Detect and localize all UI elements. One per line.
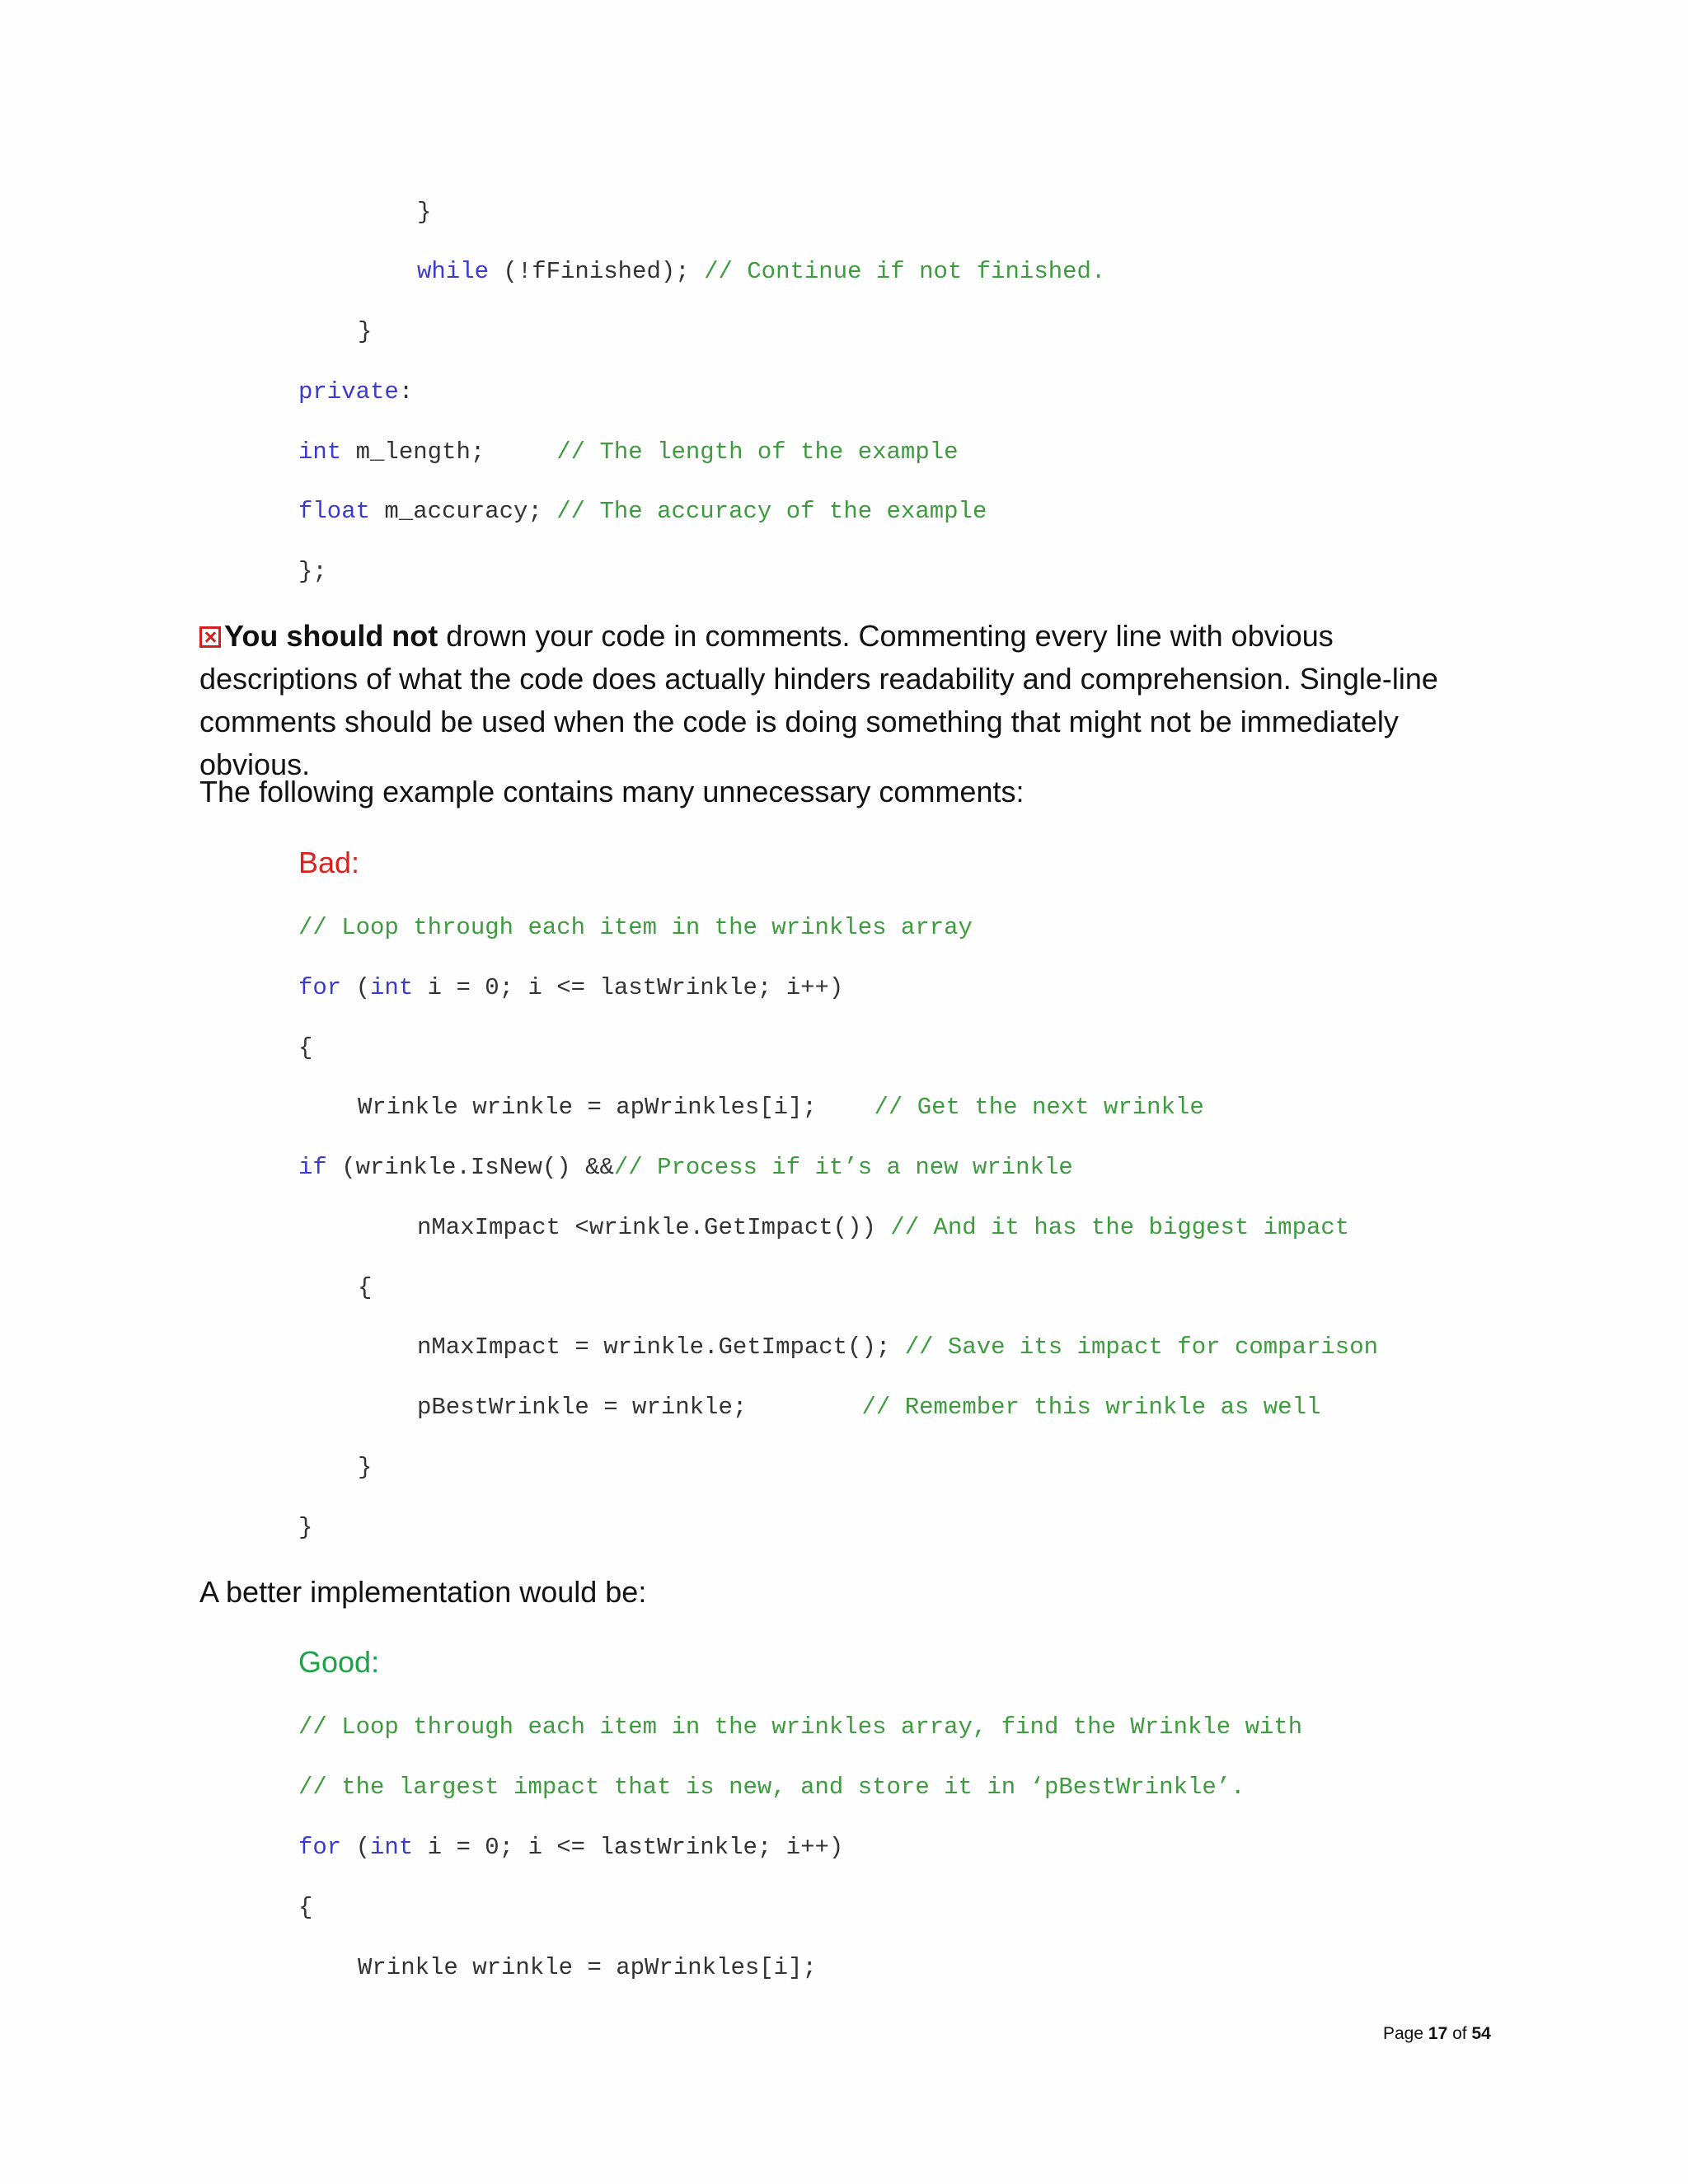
code-text: ( [341,1834,371,1861]
code-keyword: if [298,1154,327,1181]
cross-mark-icon [199,626,221,648]
code-line [298,377,413,407]
code-text: m_accuracy; [370,498,557,525]
code-text: } [417,199,432,226]
code-text: : [398,378,414,405]
page-middle: of [1447,2024,1472,2043]
code-text: ( [341,974,371,1001]
code-line [358,1953,817,1983]
code-text: i = 0; i <= lastWrinkle; i++) [413,974,844,1001]
code-text: }; [298,558,327,585]
code-line [358,1273,372,1303]
page-current: 17 [1428,2024,1448,2043]
code-line [358,1453,372,1483]
code-keyword: for [298,974,342,1001]
code-text: Wrinkle wrinkle = apWrinkles[i]; [358,1094,874,1121]
code-keyword: int [298,438,342,466]
code-comment: // Loop through each item in the wrinkles array, find the Wrinkle with [298,1713,1303,1741]
code-text: { [298,1034,313,1062]
page-prefix: Page [1383,2024,1428,2043]
code-keyword: while [417,258,490,285]
code-comment: // Get the next wrinkle [874,1094,1204,1121]
code-comment: // Save its impact for comparison [904,1333,1378,1361]
code-line [298,557,327,587]
good-example-label: Good: [298,1645,380,1679]
code-line [358,1093,1204,1122]
code-line [298,1893,312,1923]
code-text: (wrinkle.IsNew() && [326,1154,614,1181]
code-comment: // The accuracy of the example [556,498,987,525]
code-line [298,1153,1073,1183]
code-keyword: for [298,1834,342,1861]
code-line [417,1333,1378,1362]
code-comment: // Loop through each item in the wrinkles array [298,914,973,941]
bad-example-label: Bad: [298,846,360,879]
code-keyword: float [298,498,371,525]
code-line [417,1213,1349,1243]
code-keyword: int [370,974,414,1001]
code-line [298,438,959,467]
code-keyword: private [298,378,399,405]
code-text: } [358,1454,373,1481]
code-comment: // And it has the biggest impact [890,1214,1350,1241]
paragraph-text: drown your code in comments. Commenting every line with obvious descriptions of what the code does actually hinders readability and comprehension. Single-line comments should be used when the code is doing something that might not be immediately obvious. [199,619,1438,781]
code-text: { [358,1274,373,1301]
code-text: nMaxImpact <wrinkle.GetImpact()) [417,1214,891,1241]
code-comment: // The length of the example [556,438,959,466]
code-line [298,1513,312,1543]
code-line [298,1773,1245,1802]
code-keyword: int [370,1834,414,1861]
code-text: i = 0; i <= lastWrinkle; i++) [413,1834,844,1861]
code-comment: // Remember this wrinkle as well [861,1394,1321,1421]
code-line [417,1393,1320,1422]
code-text: } [358,318,373,345]
guideline-paragraph [199,615,1485,786]
code-line [298,913,973,943]
code-text: } [298,1514,313,1541]
code-text: Wrinkle wrinkle = apWrinkles[i]; [358,1954,817,1981]
code-text: nMaxImpact = wrinkle.GetImpact(); [417,1333,905,1361]
page-footer [1383,2024,1491,2044]
page-total: 54 [1471,2024,1491,2043]
code-line [417,257,1105,287]
code-line [298,497,987,527]
code-comment: // the largest impact that is new, and store it in ‘pBestWrinkle’. [298,1774,1245,1801]
code-comment: // Continue if not finished. [704,258,1106,285]
code-line [298,973,843,1003]
code-comment: // Process if it’s a new wrinkle [613,1154,1073,1181]
code-line [298,1713,1302,1742]
code-line [298,1033,312,1063]
code-line [417,198,431,227]
intro-paragraph: The following example contains many unnecessary comments: [199,775,1025,808]
code-text: m_length; [341,438,557,466]
code-text: (!fFinished); [489,258,705,285]
code-text: { [298,1894,313,1921]
code-text: pBestWrinkle = wrinkle; [417,1394,862,1421]
code-line [358,317,372,347]
emphasis-text: You should not [224,619,438,653]
better-implementation-paragraph: A better implementation would be: [199,1575,647,1609]
code-line [298,1833,843,1863]
